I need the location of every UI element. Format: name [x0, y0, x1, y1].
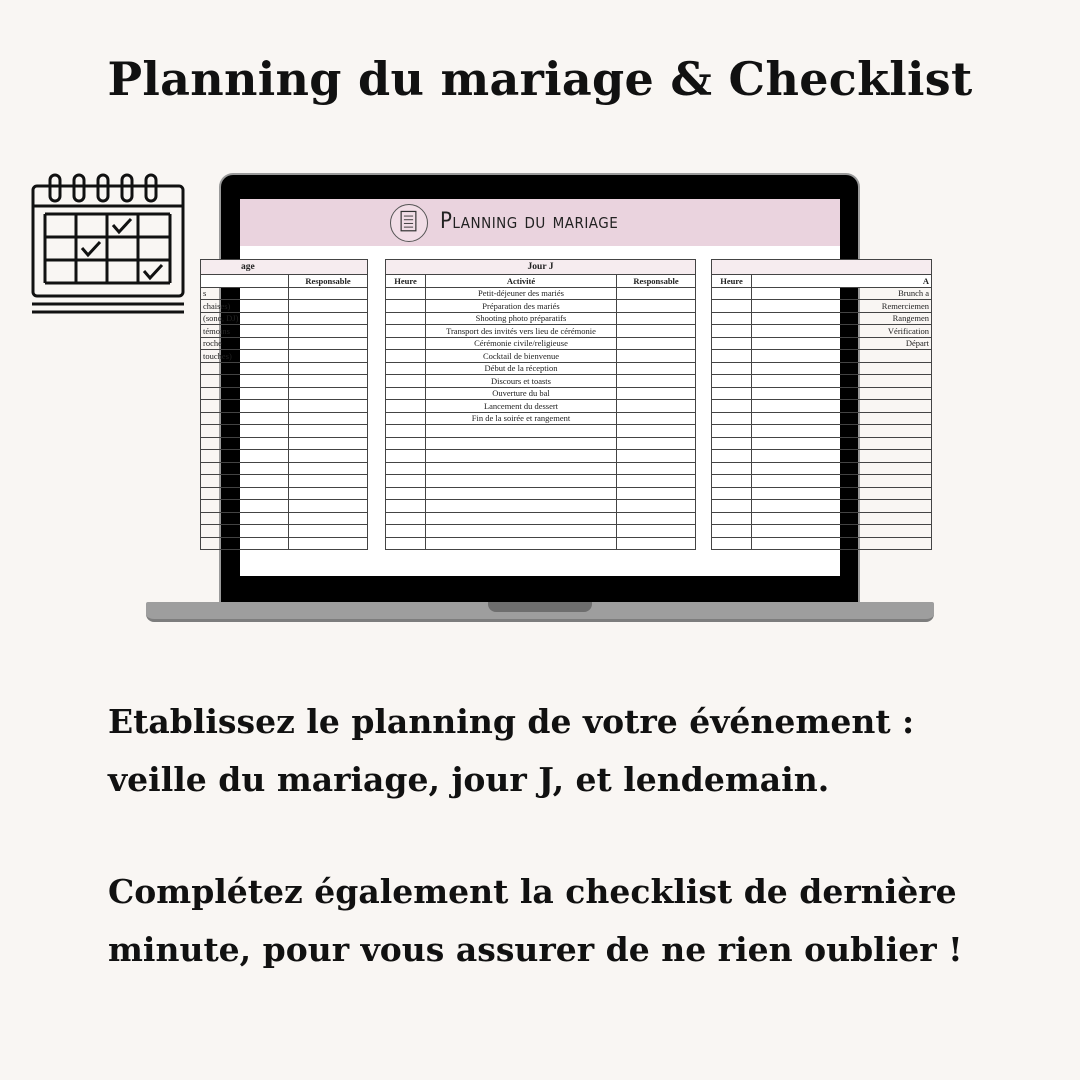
table-cell[interactable]	[752, 437, 932, 450]
table-cell[interactable]: (sono, DJ)	[201, 312, 289, 325]
table-row	[712, 537, 932, 550]
table-cell[interactable]	[386, 362, 426, 375]
table-cell[interactable]	[712, 362, 752, 375]
table-cell[interactable]: Rangemen	[752, 312, 932, 325]
column-header: Heure	[386, 275, 426, 288]
table-row	[712, 525, 932, 538]
table-cell[interactable]: Fin de la soirée et rangement	[426, 412, 617, 425]
table-row	[386, 350, 696, 363]
table-cell[interactable]	[752, 362, 932, 375]
table-row	[386, 437, 696, 450]
table-row	[201, 387, 368, 400]
table-cell[interactable]	[201, 362, 289, 375]
table-cell[interactable]	[752, 450, 932, 463]
table-row	[386, 362, 696, 375]
table-cell[interactable]	[289, 450, 368, 463]
table-row	[386, 325, 696, 338]
table-row	[712, 375, 932, 388]
table-cell[interactable]	[617, 487, 696, 500]
table-cell[interactable]	[201, 525, 289, 538]
table-cell[interactable]	[289, 300, 368, 313]
table-cell[interactable]	[289, 425, 368, 438]
table-cell[interactable]	[426, 475, 617, 488]
table-cell[interactable]	[712, 487, 752, 500]
table-cell[interactable]	[752, 412, 932, 425]
table-row	[201, 450, 368, 463]
table-cell[interactable]	[617, 412, 696, 425]
table-cell[interactable]	[386, 450, 426, 463]
table-cell[interactable]	[289, 487, 368, 500]
table-title: Jour J	[386, 260, 696, 275]
table-row	[386, 462, 696, 475]
table-cell[interactable]	[289, 375, 368, 388]
table-row	[386, 525, 696, 538]
table-row	[386, 375, 696, 388]
table-row	[386, 512, 696, 525]
table-cell[interactable]	[752, 475, 932, 488]
table-cell[interactable]	[712, 500, 752, 513]
table-cell[interactable]	[386, 462, 426, 475]
table-cell[interactable]	[289, 387, 368, 400]
table-row	[386, 500, 696, 513]
table-row	[712, 362, 932, 375]
laptop-screen	[203, 199, 929, 576]
table-cell[interactable]	[712, 475, 752, 488]
table-cell[interactable]: Préparation des mariés	[426, 300, 617, 313]
table-cell[interactable]	[712, 325, 752, 338]
table-row	[712, 312, 932, 325]
table-cell[interactable]	[617, 325, 696, 338]
table-cell[interactable]: touches)	[201, 350, 289, 363]
table-row	[712, 425, 932, 438]
table-cell[interactable]	[386, 412, 426, 425]
table-cell[interactable]	[752, 512, 932, 525]
table-row	[712, 462, 932, 475]
table-cell[interactable]	[201, 375, 289, 388]
table-lendemain	[711, 259, 932, 550]
table-cell[interactable]	[712, 537, 752, 550]
table-row	[712, 487, 932, 500]
table-cell[interactable]	[752, 487, 932, 500]
table-row	[386, 287, 696, 300]
table-cell[interactable]: s	[201, 287, 289, 300]
table-cell[interactable]	[386, 400, 426, 413]
table-cell[interactable]	[386, 525, 426, 538]
table-cell[interactable]	[712, 525, 752, 538]
table-row	[712, 500, 932, 513]
table-cell[interactable]	[426, 425, 617, 438]
table-cell[interactable]	[289, 537, 368, 550]
table-cell[interactable]	[386, 300, 426, 313]
table-row	[386, 487, 696, 500]
table-cell[interactable]	[289, 525, 368, 538]
table-row	[386, 400, 696, 413]
table-cell[interactable]	[617, 337, 696, 350]
table-cell[interactable]	[617, 500, 696, 513]
table-cell[interactable]: Petit-déjeuner des mariés	[426, 287, 617, 300]
table-cell[interactable]	[752, 500, 932, 513]
table-cell[interactable]	[289, 512, 368, 525]
table-cell[interactable]	[201, 537, 289, 550]
table-cell[interactable]	[752, 425, 932, 438]
column-header: Heure	[712, 275, 752, 288]
table-row	[201, 375, 368, 388]
table-cell[interactable]	[617, 312, 696, 325]
table-cell[interactable]	[617, 475, 696, 488]
table-cell[interactable]	[289, 350, 368, 363]
table-row	[386, 300, 696, 313]
table-title: age	[201, 260, 368, 275]
table-row	[201, 412, 368, 425]
table-row	[201, 362, 368, 375]
table-cell[interactable]: roche	[201, 337, 289, 350]
table-cell[interactable]	[712, 287, 752, 300]
table-cell[interactable]	[201, 400, 289, 413]
table-cell[interactable]	[201, 425, 289, 438]
table-cell[interactable]	[386, 375, 426, 388]
table-row	[201, 350, 368, 363]
table-row	[386, 412, 696, 425]
table-cell[interactable]	[289, 437, 368, 450]
sheet-title: Planning du mariage	[440, 209, 619, 234]
table-cell[interactable]	[426, 487, 617, 500]
table-cell[interactable]	[289, 462, 368, 475]
table-row	[712, 450, 932, 463]
table-cell[interactable]	[617, 450, 696, 463]
table-row	[201, 525, 368, 538]
table-cell[interactable]	[712, 425, 752, 438]
table-cell[interactable]: Cocktail de bienvenue	[426, 350, 617, 363]
column-header: Responsable	[617, 275, 696, 288]
table-cell[interactable]	[617, 387, 696, 400]
table-cell[interactable]	[752, 525, 932, 538]
table-cell[interactable]	[386, 425, 426, 438]
laptop-notch	[488, 602, 592, 612]
table-cell[interactable]	[386, 387, 426, 400]
sheet-header	[240, 199, 840, 246]
table-cell[interactable]	[617, 537, 696, 550]
table-cell[interactable]	[712, 387, 752, 400]
table-row	[386, 537, 696, 550]
table-cell[interactable]	[289, 362, 368, 375]
table-cell[interactable]: Shooting photo préparatifs	[426, 312, 617, 325]
table-cell[interactable]	[201, 437, 289, 450]
table-cell[interactable]	[289, 325, 368, 338]
table-cell[interactable]	[712, 412, 752, 425]
table-cell[interactable]	[752, 462, 932, 475]
table-cell[interactable]	[712, 512, 752, 525]
table-cell[interactable]	[426, 500, 617, 513]
table-cell[interactable]: Ouverture du bal	[426, 387, 617, 400]
table-row	[201, 487, 368, 500]
table-cell[interactable]: Départ	[752, 337, 932, 350]
table-cell[interactable]	[712, 312, 752, 325]
table-cell[interactable]	[712, 375, 752, 388]
table-cell[interactable]	[201, 500, 289, 513]
table-cell[interactable]: chaises)	[201, 300, 289, 313]
table-cell[interactable]	[201, 512, 289, 525]
table-cell[interactable]	[617, 462, 696, 475]
column-header: Responsable	[289, 275, 368, 288]
table-row	[712, 287, 932, 300]
table-cell[interactable]	[752, 375, 932, 388]
table-cell[interactable]	[289, 287, 368, 300]
table-cell[interactable]	[289, 400, 368, 413]
table-row	[712, 412, 932, 425]
table-cell[interactable]	[712, 450, 752, 463]
table-cell[interactable]	[201, 450, 289, 463]
table-cell[interactable]	[289, 500, 368, 513]
table-cell[interactable]	[617, 400, 696, 413]
table-cell[interactable]	[426, 512, 617, 525]
table-row	[201, 300, 368, 313]
table-row	[712, 512, 932, 525]
table-cell[interactable]	[712, 300, 752, 313]
table-cell[interactable]	[712, 350, 752, 363]
table-cell[interactable]	[426, 462, 617, 475]
table-cell[interactable]	[386, 475, 426, 488]
column-header: Activité	[426, 275, 617, 288]
description-paragraph: Etablissez le planning de votre événement : veille du mariage, jour J, et lendemain.	[108, 702, 915, 799]
table-row	[386, 312, 696, 325]
table-cell[interactable]	[201, 387, 289, 400]
table-jour-j	[385, 259, 696, 550]
table-row	[201, 512, 368, 525]
table-cell[interactable]	[426, 537, 617, 550]
page-title: Planning du mariage & Checklist	[107, 52, 973, 106]
table-cell[interactable]	[617, 300, 696, 313]
table-cell[interactable]	[426, 450, 617, 463]
table-row	[386, 337, 696, 350]
table-cell[interactable]	[617, 287, 696, 300]
table-cell[interactable]	[752, 400, 932, 413]
table-row	[201, 312, 368, 325]
clipboard-icon	[390, 204, 428, 242]
table-cell[interactable]	[426, 437, 617, 450]
table-cell[interactable]	[617, 425, 696, 438]
column-header: A	[752, 275, 932, 288]
table-cell[interactable]	[712, 337, 752, 350]
table-row	[201, 287, 368, 300]
table-cell[interactable]	[289, 412, 368, 425]
table-row	[712, 350, 932, 363]
table-cell[interactable]	[386, 487, 426, 500]
table-cell[interactable]	[386, 537, 426, 550]
table-cell[interactable]	[712, 437, 752, 450]
table-row	[201, 425, 368, 438]
table-cell[interactable]	[617, 375, 696, 388]
table-cell[interactable]: Vérification	[752, 325, 932, 338]
table-cell[interactable]	[752, 387, 932, 400]
table-row	[386, 450, 696, 463]
table-row	[201, 437, 368, 450]
calendar-check-icon	[30, 172, 186, 318]
table-cell[interactable]	[289, 337, 368, 350]
table-cell[interactable]	[386, 337, 426, 350]
table-row	[201, 475, 368, 488]
table-row	[386, 387, 696, 400]
table-cell[interactable]	[386, 437, 426, 450]
table-cell[interactable]	[617, 362, 696, 375]
table-cell[interactable]	[752, 350, 932, 363]
column-header	[201, 275, 289, 288]
table-cell[interactable]: Brunch a	[752, 287, 932, 300]
table-row	[201, 325, 368, 338]
table-cell[interactable]	[386, 350, 426, 363]
table-row	[712, 300, 932, 313]
table-row	[201, 500, 368, 513]
table-cell[interactable]: Transport des invités vers lieu de cérémonie	[426, 325, 617, 338]
table-cell[interactable]	[617, 350, 696, 363]
table-row	[386, 425, 696, 438]
table-veille	[200, 259, 368, 550]
table-cell[interactable]	[386, 512, 426, 525]
table-row	[712, 325, 932, 338]
table-cell[interactable]	[201, 412, 289, 425]
checklist-paragraph: Complétez également la checklist de dernière minute, pour vous assurer de ne rien oublier !	[108, 872, 963, 969]
table-row	[201, 462, 368, 475]
table-cell[interactable]	[386, 312, 426, 325]
table-row	[712, 475, 932, 488]
table-cell[interactable]: témoins	[201, 325, 289, 338]
table-cell[interactable]	[617, 512, 696, 525]
table-cell[interactable]	[386, 287, 426, 300]
table-row	[201, 400, 368, 413]
table-cell[interactable]	[752, 537, 932, 550]
table-cell[interactable]	[712, 400, 752, 413]
table-cell[interactable]: Lancement du dessert	[426, 400, 617, 413]
table-cell[interactable]: Cérémonie civile/religieuse	[426, 337, 617, 350]
table-cell[interactable]	[712, 462, 752, 475]
table-row	[386, 475, 696, 488]
table-row	[201, 537, 368, 550]
table-row	[712, 400, 932, 413]
table-cell[interactable]: Début de la réception	[426, 362, 617, 375]
table-cell[interactable]	[289, 312, 368, 325]
table-cell[interactable]	[617, 525, 696, 538]
table-row	[712, 437, 932, 450]
table-cell[interactable]	[386, 325, 426, 338]
table-row	[201, 337, 368, 350]
table-cell[interactable]	[201, 462, 289, 475]
table-cell[interactable]	[617, 437, 696, 450]
table-cell[interactable]	[201, 475, 289, 488]
table-cell[interactable]	[201, 487, 289, 500]
table-cell[interactable]	[386, 500, 426, 513]
table-row	[712, 387, 932, 400]
table-cell[interactable]	[426, 525, 617, 538]
table-cell[interactable]	[289, 475, 368, 488]
table-cell[interactable]: Remerciemen	[752, 300, 932, 313]
table-title	[712, 260, 932, 275]
table-cell[interactable]: Discours et toasts	[426, 375, 617, 388]
table-row	[712, 337, 932, 350]
